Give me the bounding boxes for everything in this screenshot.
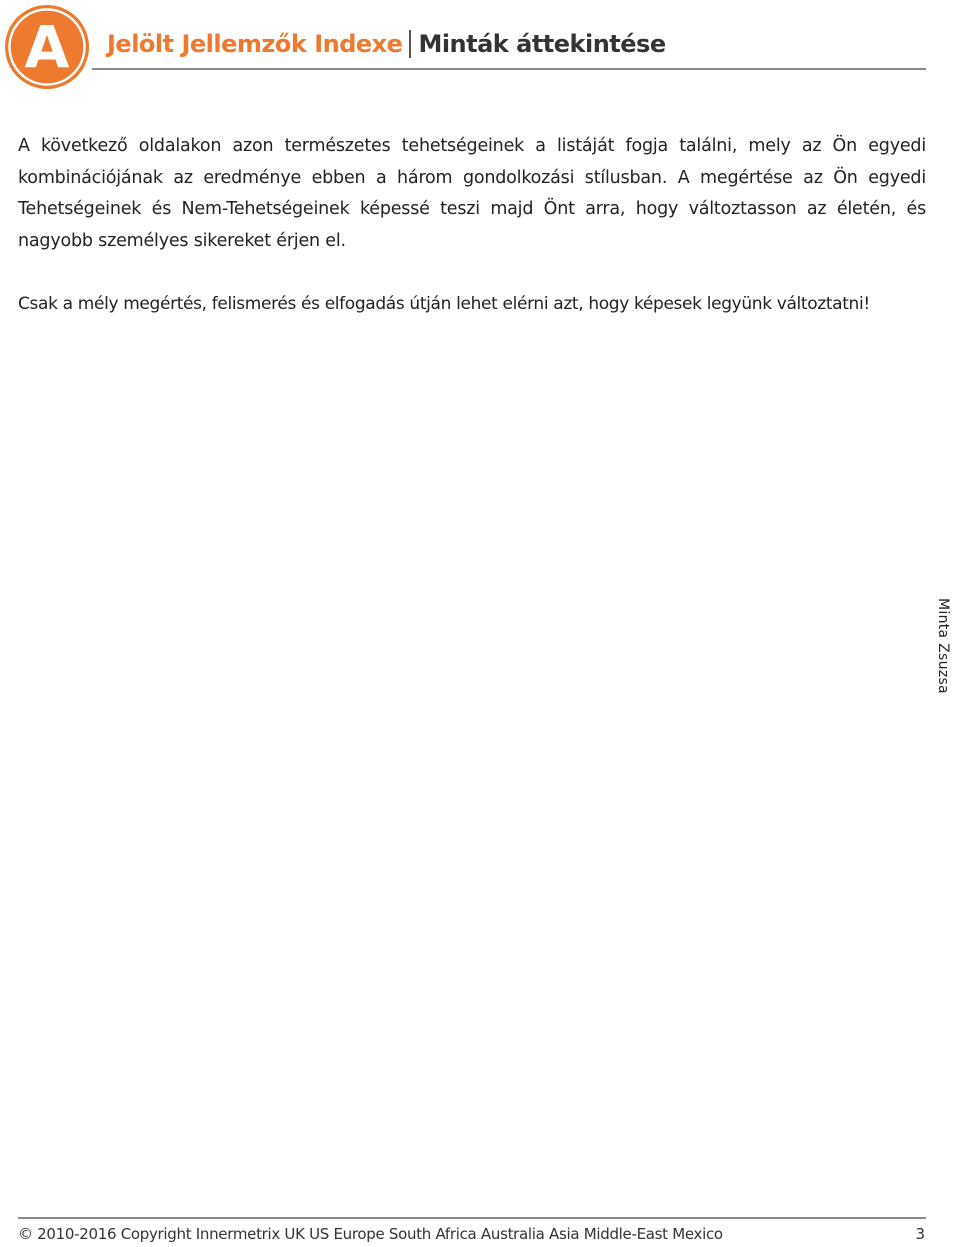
title-divider bbox=[409, 30, 411, 58]
footer-divider bbox=[18, 1217, 926, 1219]
logo bbox=[4, 4, 90, 90]
page-title-main: Jelölt Jellemzők Indexe bbox=[107, 30, 403, 58]
intro-paragraph: A következő oldalakon azon természetes tehetségeinek a listáját fogja találni, mely az Ön egyedi kombinációjának az eredménye ebben a három gondolkozási stílusban. A megértése az Ön egyedi Tehetségeinek és Nem-Tehetségeinek képessé teszi majd Önt arra, hogy változtasson az életén, és nagyobb személyes sikereket érjen el. bbox=[18, 136, 926, 251]
candidate-name-label: Minta Zsuzsa bbox=[935, 598, 951, 694]
footer bbox=[18, 1225, 926, 1247]
logo-badge-icon bbox=[4, 4, 90, 90]
header-divider bbox=[92, 68, 926, 70]
page-number: 3 bbox=[915, 1225, 925, 1243]
emphasis-paragraph: Csak a mély megértés, felismerés és elfogadás útján lehet elérni azt, hogy képesek legyünk változtatni! bbox=[18, 294, 870, 314]
footer-copyright: © 2010-2016 Copyright Innermetrix UK US Europe South Africa Australia Asia Middle-East Mexico bbox=[18, 1225, 723, 1243]
page-title-sub: Minták áttekintése bbox=[418, 30, 666, 58]
page-title bbox=[107, 24, 666, 64]
logo-letter: A bbox=[24, 13, 70, 81]
